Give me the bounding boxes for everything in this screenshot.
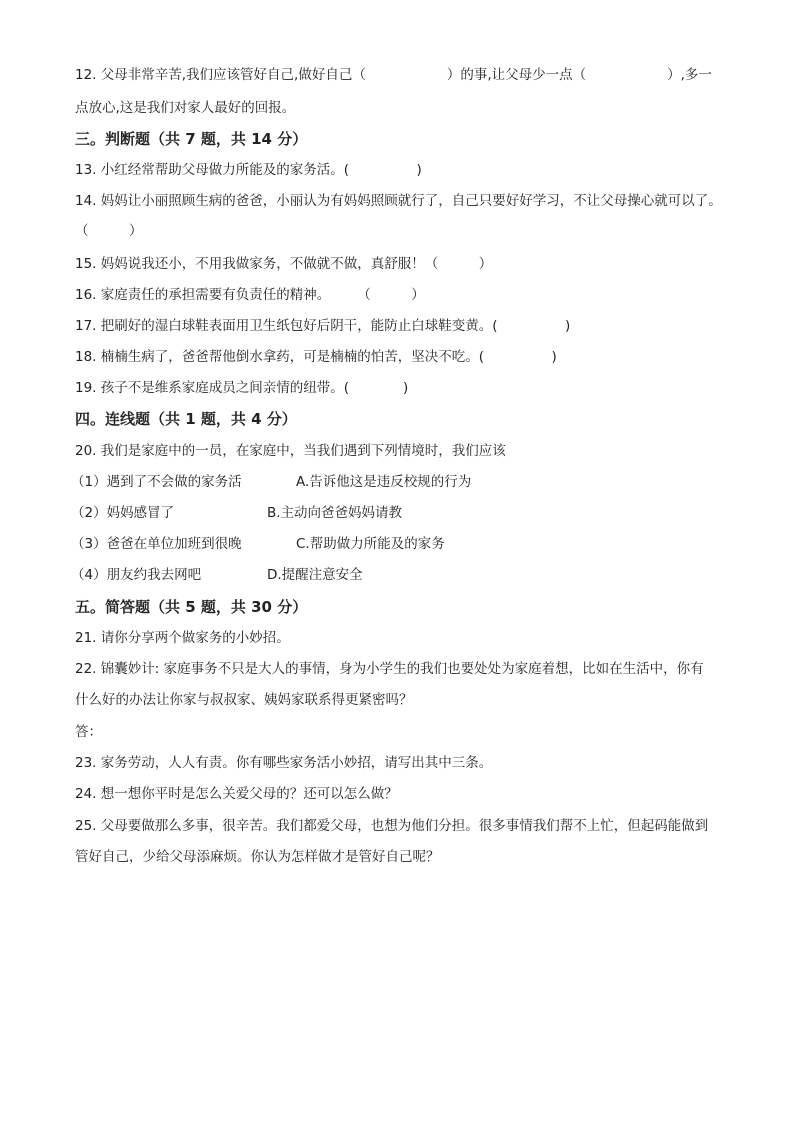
question-21: 21. 请你分享两个做家务的小妙招。 (75, 630, 290, 646)
question-20: 20. 我们是家庭中的一员，在家庭中，当我们遇到下列情境时，我们应该 (75, 443, 506, 459)
question-24: 24. 想一想你平时是怎么关爱父母的？还可以怎么做？ (75, 786, 398, 802)
question-25-line-2: 管好自己，少给父母添麻烦。你认为怎样做才是管好自己呢？ (75, 849, 440, 865)
match-left-item-3: （3）爸爸在单位加班到很晚 (71, 536, 242, 552)
question-13: 13. 小红经常帮助父母做力所能及的家务活。( ) (75, 162, 422, 178)
section-4-heading: 四。连线题（共 1 题，共 4 分） (75, 410, 297, 428)
match-right-item-b: B.主动向爸爸妈妈请教 (267, 505, 403, 521)
match-right-item-d: D.提醒注意安全 (267, 567, 363, 583)
question-12-line-2: 点放心,这是我们对家人最好的回报。 (75, 100, 296, 116)
match-left-item-2: （2）妈妈感冒了 (71, 505, 175, 521)
match-left-item-1: （1）遇到了不会做的家务活 (71, 474, 242, 490)
section-3-heading: 三。判断题（共 7 题，共 14 分） (75, 130, 308, 148)
question-19: 19. 孩子不是维系家庭成员之间亲情的纽带。( ) (75, 380, 409, 396)
question-15: 15. 妈妈说我还小，不用我做家务，不做就不做，真舒服！（ ） (75, 256, 493, 272)
question-23: 23. 家务劳动，人人有责。你有哪些家务活小妙招，请写出其中三条。 (75, 755, 493, 771)
question-18: 18. 楠楠生病了，爸爸帮他倒水拿药，可是楠楠的怕苦，坚决不吃。( ) (75, 349, 557, 365)
question-16: 16. 家庭责任的承担需要有负责任的精神。 （ ） (75, 287, 425, 303)
match-left-item-4: （4）朋友约我去网吧 (71, 567, 202, 583)
match-right-item-a: A.告诉他这是违反校规的行为 (296, 474, 472, 490)
question-22-line-1: 22. 锦囊妙计: 家庭事务不只是大人的事情，身为小学生的我们也要处处为家庭着想，比如在生活中，你有 (75, 661, 704, 677)
question-17: 17. 把刷好的湿白球鞋表面用卫生纸包好后阴干，能防止白球鞋变黄。( ) (75, 318, 571, 334)
match-right-item-c: C.帮助做力所能及的家务 (296, 536, 445, 552)
question-12-line-1: 12. 父母非常辛苦,我们应该管好自己,做好自己（ ）的事,让父母少一点（ ）,多一 (75, 67, 712, 83)
question-25-line-1: 25. 父母要做那么多事，很辛苦。我们都爱父母，也想为他们分担。很多事情我们帮不上忙，但起码能做到 (75, 818, 709, 834)
section-5-heading: 五。简答题（共 5 题，共 30 分） (75, 598, 308, 616)
question-14-line-2: （ ） (75, 223, 143, 239)
question-14-line-1: 14. 妈妈让小丽照顾生病的爸爸，小丽认为有妈妈照顾就行了，自己只要好好学习，不让父母操心就可以了。 (75, 193, 722, 209)
question-22-line-2: 什么好的办法让你家与叔叔家、姨妈家联系得更紧密吗？ (75, 692, 413, 708)
answer-label: 答： (75, 724, 102, 740)
